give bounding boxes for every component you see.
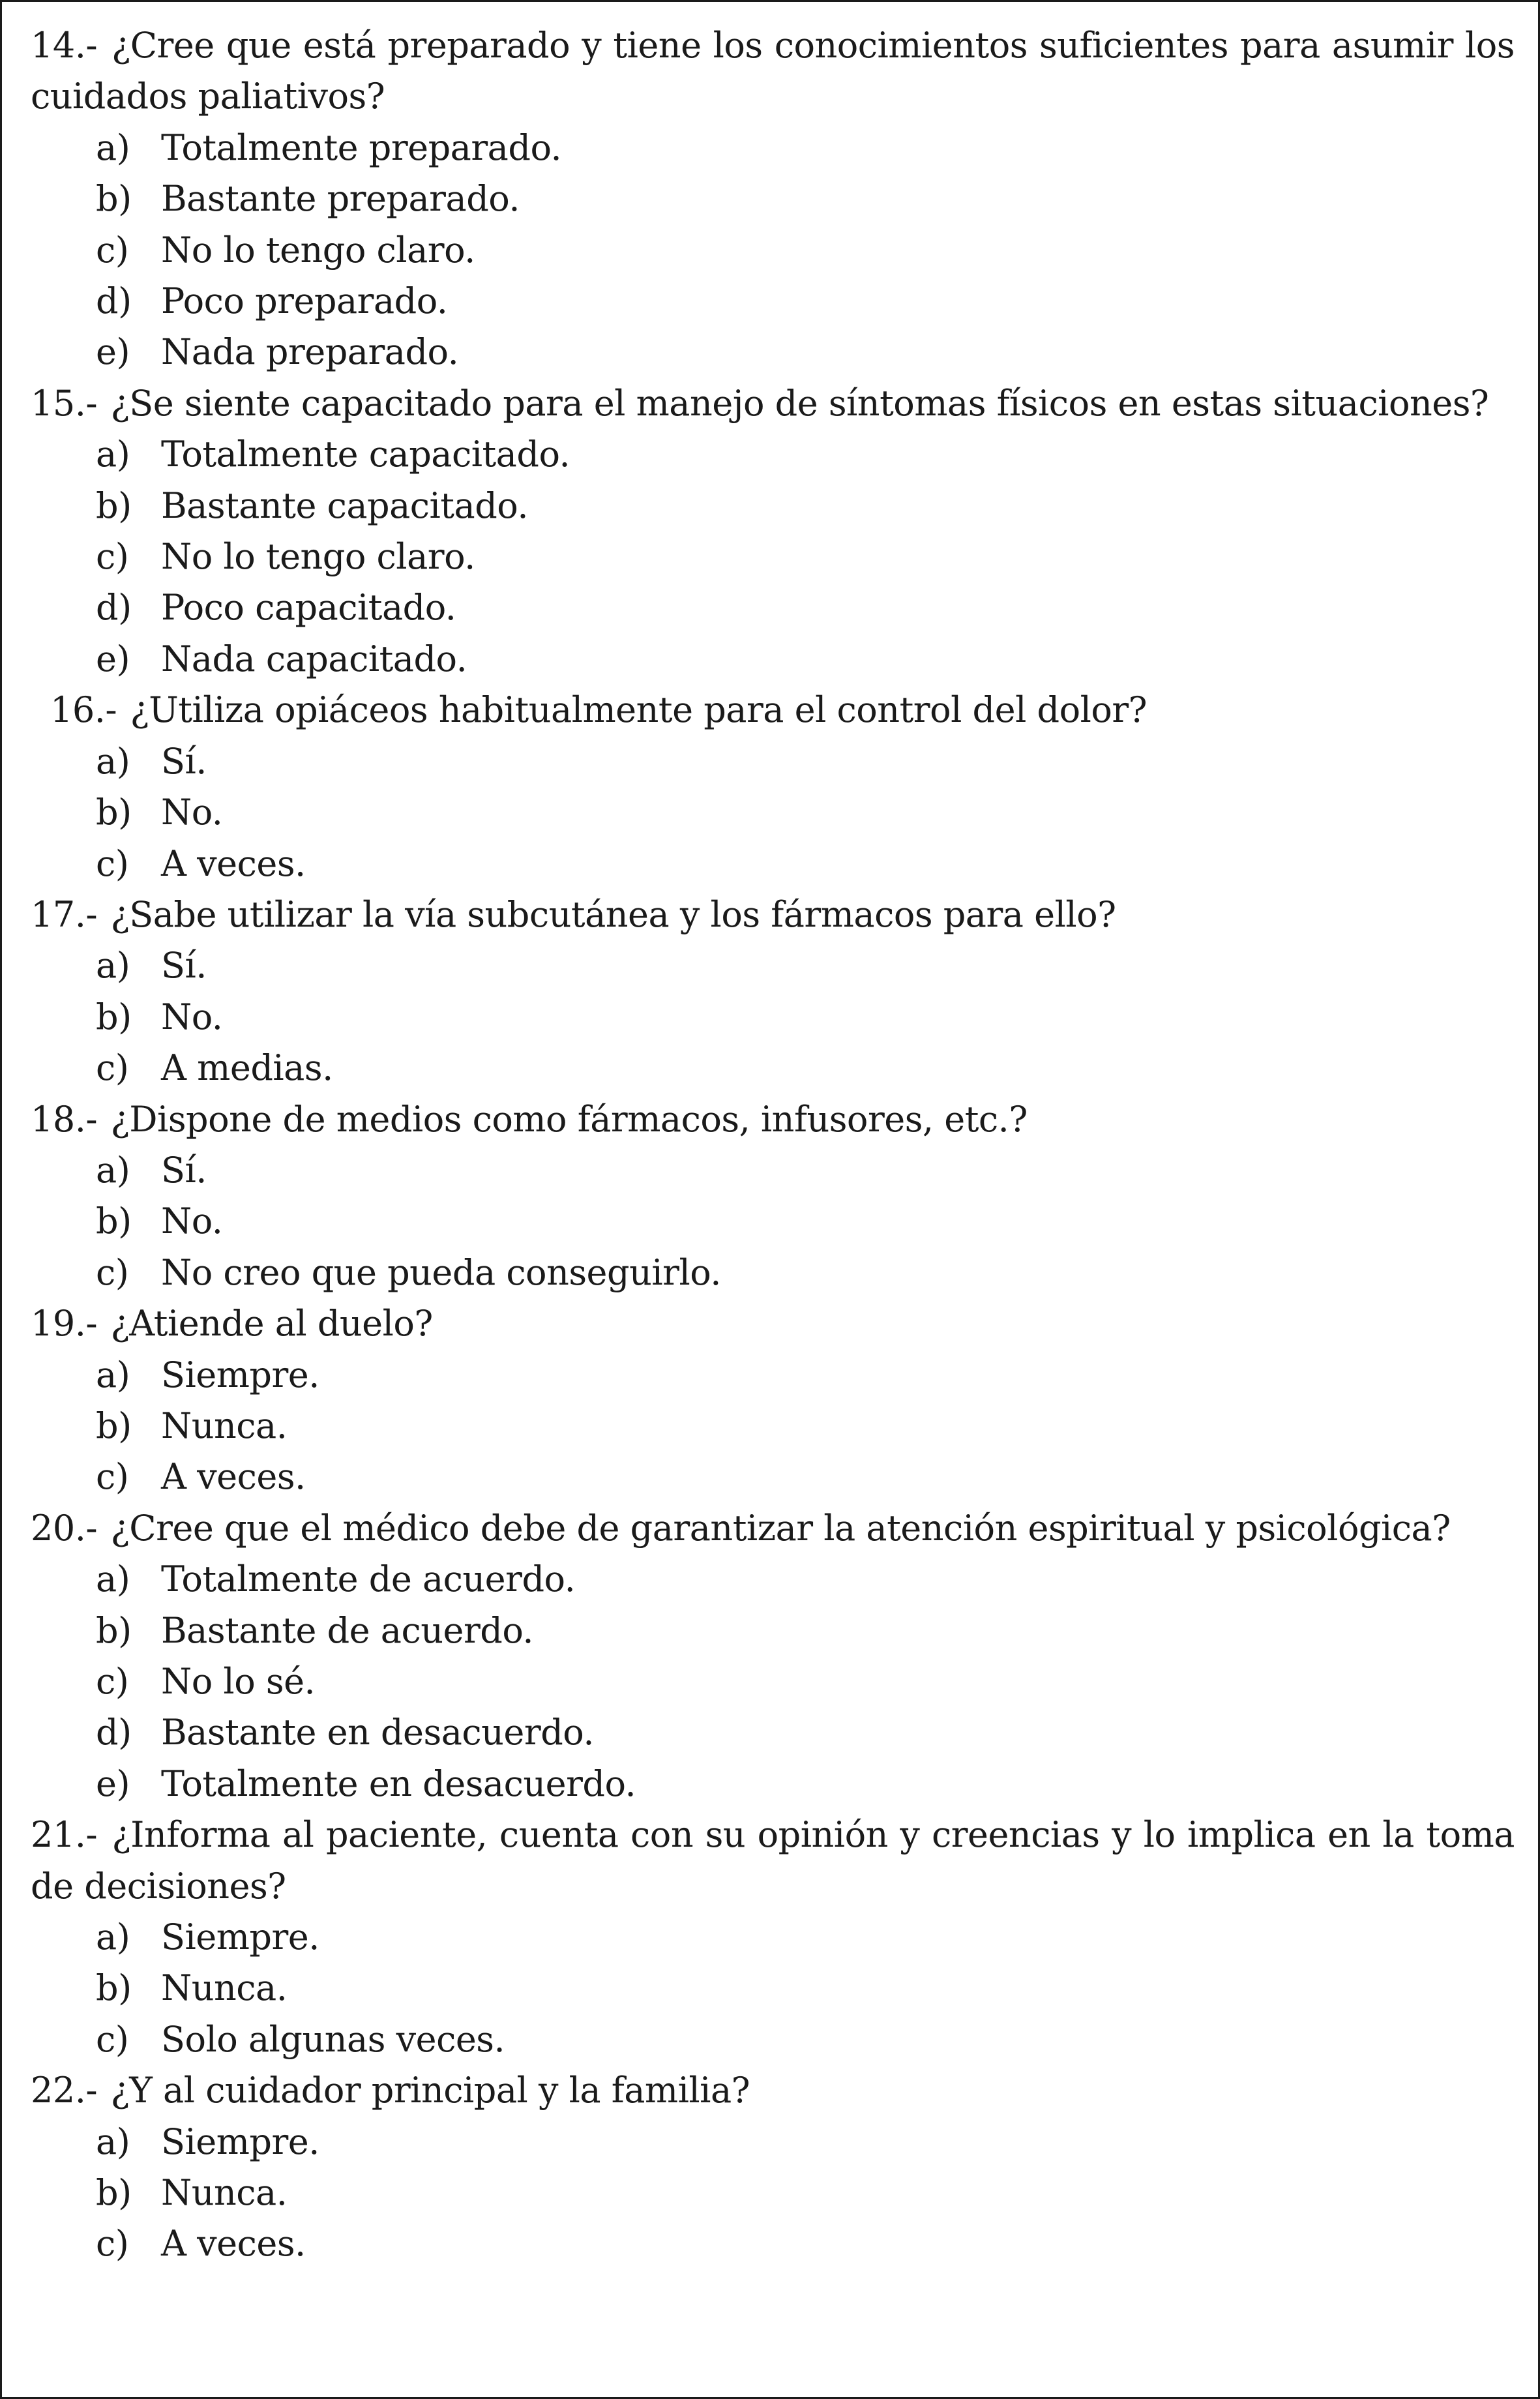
option-item: [31, 1350, 1515, 1401]
option-text: Bastante de acuerdo.: [161, 1609, 534, 1651]
question-text: ¿Utiliza opiáceos habitualmente para el control del dolor?: [130, 689, 1148, 731]
option-letter: a): [96, 1149, 130, 1191]
question-21: [31, 1810, 1515, 1912]
question-number: 22.-: [31, 2070, 98, 2111]
option-text: Sí.: [161, 1149, 207, 1191]
option-letter: c): [96, 1047, 129, 1089]
option-text: Nunca.: [161, 2172, 288, 2214]
option-letter: c): [96, 536, 129, 578]
option-letter: a): [96, 2121, 130, 2162]
option-text: Siempre.: [161, 2121, 319, 2162]
option-text: Totalmente en desacuerdo.: [161, 1763, 636, 1804]
option-letter: c): [96, 1251, 129, 1293]
option-item: [31, 1043, 1515, 1094]
option-letter: b): [96, 996, 132, 1037]
option-text: Poco preparado.: [161, 280, 448, 322]
option-text: No.: [161, 792, 223, 833]
option-text: Siempre.: [161, 1916, 319, 1958]
option-letter: b): [96, 178, 132, 220]
option-text: Totalmente preparado.: [161, 127, 562, 168]
option-text: No lo sé.: [161, 1661, 316, 1702]
option-letter: b): [96, 1405, 132, 1446]
option-item: [31, 1196, 1515, 1247]
questionnaire-body: [31, 20, 1515, 2270]
question-number: 15.-: [31, 382, 98, 424]
options-list-15: [31, 429, 1515, 685]
question-14: [31, 20, 1515, 123]
question-15: [31, 378, 1515, 429]
option-letter: b): [96, 2172, 132, 2214]
question-text: ¿Y al cuidador principal y la familia?: [110, 2070, 750, 2111]
option-letter: c): [96, 1456, 129, 1498]
option-text: Bastante preparado.: [161, 178, 520, 220]
option-text: Nada capacitado.: [161, 638, 467, 679]
option-letter: b): [96, 1609, 132, 1651]
option-item: [31, 2117, 1515, 2168]
option-letter: a): [96, 1558, 130, 1600]
question-20: [31, 1503, 1515, 1554]
option-text: A medias.: [161, 1047, 333, 1089]
option-text: A veces.: [161, 2223, 306, 2265]
option-item: [31, 1656, 1515, 1707]
question-16: [31, 685, 1515, 736]
question-text: ¿Informa al paciente, cuenta con su opinión y creencias y lo implica en la toma de decisiones?: [31, 1814, 1515, 1907]
option-item: [31, 327, 1515, 378]
option-item: [31, 992, 1515, 1043]
option-item: [31, 1247, 1515, 1298]
option-text: No creo que pueda conseguirlo.: [161, 1251, 721, 1293]
option-item: [31, 1554, 1515, 1605]
option-letter: e): [96, 638, 130, 679]
option-item: [31, 634, 1515, 685]
options-list-18: [31, 1145, 1515, 1298]
option-letter: a): [96, 945, 130, 987]
option-item: [31, 1605, 1515, 1656]
options-list-21: [31, 1912, 1515, 2065]
option-text: Sí.: [161, 740, 207, 782]
option-letter: a): [96, 127, 130, 168]
option-item: [31, 582, 1515, 633]
question-text: ¿Se siente capacitado para el manejo de síntomas físicos en estas situaciones?: [110, 382, 1489, 424]
question-number: 19.-: [31, 1303, 98, 1345]
option-text: Nada preparado.: [161, 331, 459, 373]
option-item: [31, 787, 1515, 838]
option-item: [31, 2168, 1515, 2218]
question-22: [31, 2065, 1515, 2116]
option-item: [31, 2218, 1515, 2269]
option-text: Poco capacitado.: [161, 587, 456, 629]
option-item: [31, 2014, 1515, 2065]
option-text: No.: [161, 1200, 223, 1242]
option-letter: a): [96, 1916, 130, 1958]
option-item: [31, 1145, 1515, 1196]
option-item: [31, 1759, 1515, 1810]
option-letter: d): [96, 1712, 132, 1753]
option-item: [31, 225, 1515, 276]
option-letter: e): [96, 331, 130, 373]
question-number: 21.-: [31, 1814, 98, 1856]
option-text: No lo tengo claro.: [161, 229, 475, 271]
option-letter: e): [96, 1763, 130, 1804]
question-number: 14.-: [31, 25, 98, 66]
option-letter: d): [96, 587, 132, 629]
option-text: Nunca.: [161, 1967, 288, 2009]
option-letter: b): [96, 1967, 132, 2009]
question-text: ¿Sabe utilizar la vía subcutánea y los fármacos para ello?: [110, 893, 1116, 935]
option-letter: a): [96, 740, 130, 782]
option-item: [31, 940, 1515, 991]
options-list-14: [31, 123, 1515, 378]
option-item: [31, 1452, 1515, 1502]
question-text: ¿Atiende al duelo?: [110, 1303, 433, 1345]
option-item: [31, 276, 1515, 327]
question-19: [31, 1298, 1515, 1349]
option-text: No.: [161, 996, 223, 1037]
option-item: [31, 531, 1515, 582]
question-number: 20.-: [31, 1507, 98, 1549]
option-letter: c): [96, 229, 129, 271]
options-list-20: [31, 1554, 1515, 1810]
question-number: 18.-: [31, 1098, 98, 1140]
option-item: [31, 1707, 1515, 1758]
options-list-16: [31, 736, 1515, 889]
option-text: Totalmente de acuerdo.: [161, 1558, 576, 1600]
option-item: [31, 123, 1515, 173]
option-item: [31, 736, 1515, 787]
options-list-17: [31, 940, 1515, 1094]
option-text: A veces.: [161, 1456, 306, 1498]
option-text: Totalmente capacitado.: [161, 434, 570, 475]
option-letter: b): [96, 484, 132, 526]
question-18: [31, 1094, 1515, 1145]
option-text: Solo algunas veces.: [161, 2018, 505, 2060]
option-item: [31, 173, 1515, 224]
question-text: ¿Cree que está preparado y tiene los conocimientos suficientes para asumir los cuidados paliativos?: [31, 25, 1515, 117]
options-list-19: [31, 1350, 1515, 1503]
option-text: A veces.: [161, 842, 306, 884]
option-item: [31, 429, 1515, 480]
option-text: Bastante en desacuerdo.: [161, 1712, 595, 1753]
question-number: 17.-: [31, 893, 98, 935]
option-text: Nunca.: [161, 1405, 288, 1446]
option-letter: c): [96, 1661, 129, 1702]
option-text: Siempre.: [161, 1354, 319, 1395]
question-17: [31, 889, 1515, 940]
option-letter: b): [96, 1200, 132, 1242]
option-letter: d): [96, 280, 132, 322]
option-letter: c): [96, 2018, 129, 2060]
question-text: ¿Dispone de medios como fármacos, infusores, etc.?: [110, 1098, 1028, 1140]
option-letter: a): [96, 1354, 130, 1395]
option-letter: a): [96, 434, 130, 475]
options-list-22: [31, 2117, 1515, 2270]
option-item: [31, 1963, 1515, 2014]
option-letter: c): [96, 2223, 129, 2265]
option-text: No lo tengo claro.: [161, 536, 475, 578]
option-item: [31, 481, 1515, 531]
option-text: Bastante capacitado.: [161, 484, 528, 526]
option-item: [31, 839, 1515, 889]
option-letter: b): [96, 792, 132, 833]
option-text: Sí.: [161, 945, 207, 987]
option-item: [31, 1401, 1515, 1452]
question-text: ¿Cree que el médico debe de garantizar la atención espiritual y psicológica?: [110, 1507, 1451, 1549]
option-letter: c): [96, 842, 129, 884]
option-item: [31, 1912, 1515, 1963]
question-number: 16.-: [50, 689, 117, 731]
